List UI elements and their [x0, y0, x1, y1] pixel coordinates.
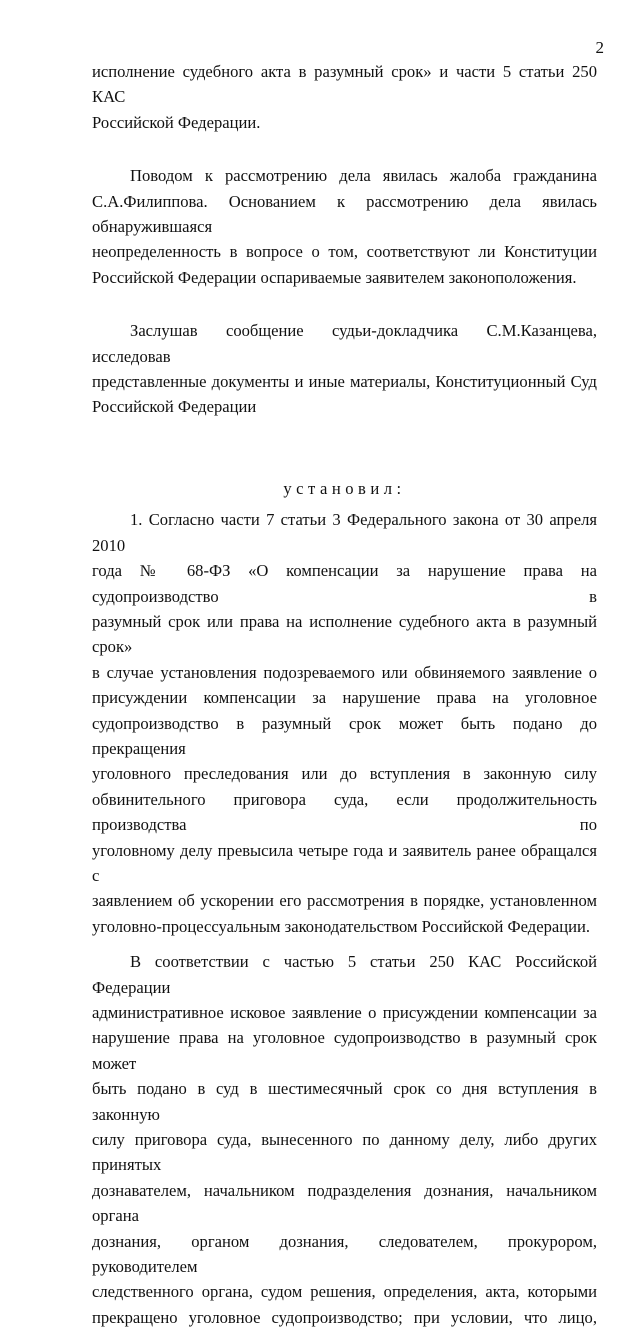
paragraph-line: дознавателем, начальником подразделения дознания, начальником органа: [92, 1180, 597, 1226]
paragraph-spacer: [92, 939, 597, 949]
paragraph-line: силу приговора суда, вынесенного по данному делу, либо других принятых: [92, 1130, 597, 1175]
paragraph-line: прекращено уголовное судопроизводство; при условии, что лицо,: [92, 1307, 597, 1327]
paragraph-spacer: [92, 448, 597, 476]
paragraph-line: Российской Федерации.: [92, 112, 261, 132]
paragraph-line: представленные документы и иные материалы, Конституционный Суд: [92, 372, 597, 392]
document-body: [92, 59, 597, 1330]
paragraph-line: следственного органа, судом решения, определения, акта, которыми: [92, 1282, 597, 1302]
paragraph-line: Поводом к рассмотрению дела явилась жалоба гражданина: [130, 166, 597, 186]
paragraph-line: судопроизводство в разумный срок может быть подано до прекращения: [92, 713, 597, 758]
paragraph-line: уголовно-процессуальным законодательством Российской Федерации.: [92, 916, 591, 936]
paragraph-line: нарушение права на уголовное судопроизводство в разумный срок может: [92, 1028, 597, 1073]
paragraph-line: В соответствии с частью 5 статьи 250 КАС Российской Федерации: [92, 952, 597, 997]
paragraph-line: в случае установления подозреваемого или обвиняемого заявление о: [92, 662, 597, 682]
paragraph-line: 1. Согласно части 7 статьи 3 Федерального закона от 30 апреля 2010: [92, 510, 597, 555]
paragraph-line: административное исковое заявление о присуждении компенсации за: [92, 1003, 597, 1022]
paragraph-line: Заслушав сообщение судьи-докладчика С.М.Казанцева, исследовав: [92, 321, 597, 366]
section-heading: установил:: [283, 478, 406, 498]
paragraph-spacer: [92, 135, 597, 163]
page-number: 2: [595, 38, 604, 57]
paragraph-line: уголовного преследования или до вступления в законную силу: [92, 764, 597, 784]
paragraph-line: уголовному делу превысила четыре года и заявитель ранее обращался с: [92, 840, 597, 885]
paragraph-line: исполнение судебного акта в разумный срок» и части 5 статьи 250 КАС: [92, 62, 597, 107]
paragraph-line: дознания, органом дознания, следователем, прокурором, руководителем: [92, 1231, 597, 1277]
paragraph-spacer: [92, 290, 597, 318]
paragraph-line: Российской Федерации: [92, 397, 257, 417]
paragraph-line: заявлением об ускорении его рассмотрения в порядке, установленном: [92, 891, 597, 911]
paragraph-line: разумный срок или права на исполнение судебного акта в разумный срок»: [92, 611, 597, 657]
paragraph-line: года № 68-ФЗ «О компенсации за нарушение права на судопроизводство в: [92, 561, 597, 606]
paragraph-line: неопределенность в вопросе о том, соответствуют ли Конституции: [92, 242, 597, 262]
paragraph-line: быть подано в суд в шестимесячный срок со дня вступления в законную: [92, 1079, 597, 1124]
paragraph-spacer: [92, 420, 597, 448]
paragraph-line: С.А.Филиппова. Основанием к рассмотрению дела явилась обнаружившаяся: [92, 191, 597, 237]
paragraph-line: обвинительного приговора суда, если продолжительность производства по: [92, 789, 597, 835]
paragraph-line: присуждении компенсации за нарушение права на уголовное: [92, 688, 597, 708]
paragraph-line: Российской Федерации оспариваемые заявителем законоположения.: [92, 267, 577, 287]
